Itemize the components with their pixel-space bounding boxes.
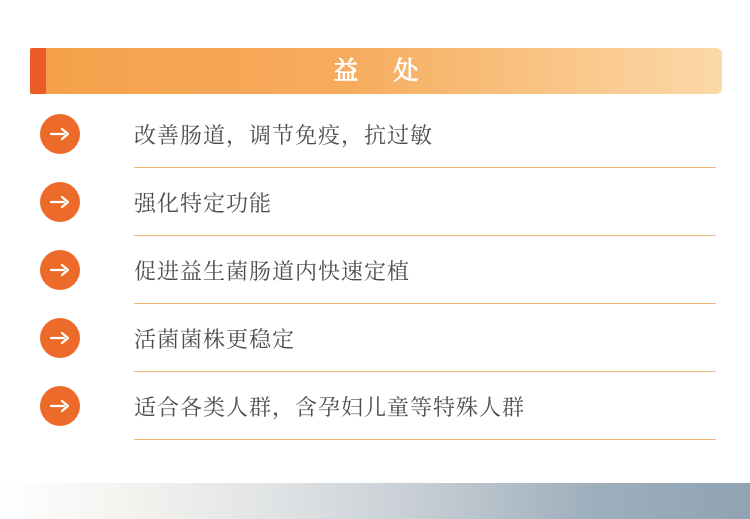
list-item-label: 促进益生菌肠道内快速定植: [134, 258, 411, 284]
footer-gradient-strip: [0, 483, 750, 519]
benefits-list: [30, 100, 722, 440]
row-divider: [134, 439, 716, 440]
arrow-right-icon: [40, 182, 80, 222]
list-item: [30, 304, 722, 372]
list-item: [30, 100, 722, 168]
list-item-label: 活菌菌株更稳定: [134, 326, 296, 352]
list-item-label: 强化特定功能: [134, 190, 273, 216]
arrow-right-icon: [40, 386, 80, 426]
arrow-right-icon: [40, 318, 80, 358]
list-item: [30, 236, 722, 304]
list-item-label: 适合各类人群，含孕妇儿童等特殊人群: [134, 394, 526, 420]
page-title: 益 处: [333, 57, 433, 85]
arrow-right-icon: [40, 114, 80, 154]
list-item-label: 改善肠道，调节免疫，抗过敏: [134, 122, 434, 148]
header-banner: [30, 48, 722, 94]
list-item: [30, 168, 722, 236]
arrow-right-icon: [40, 250, 80, 290]
list-item: [30, 372, 722, 440]
